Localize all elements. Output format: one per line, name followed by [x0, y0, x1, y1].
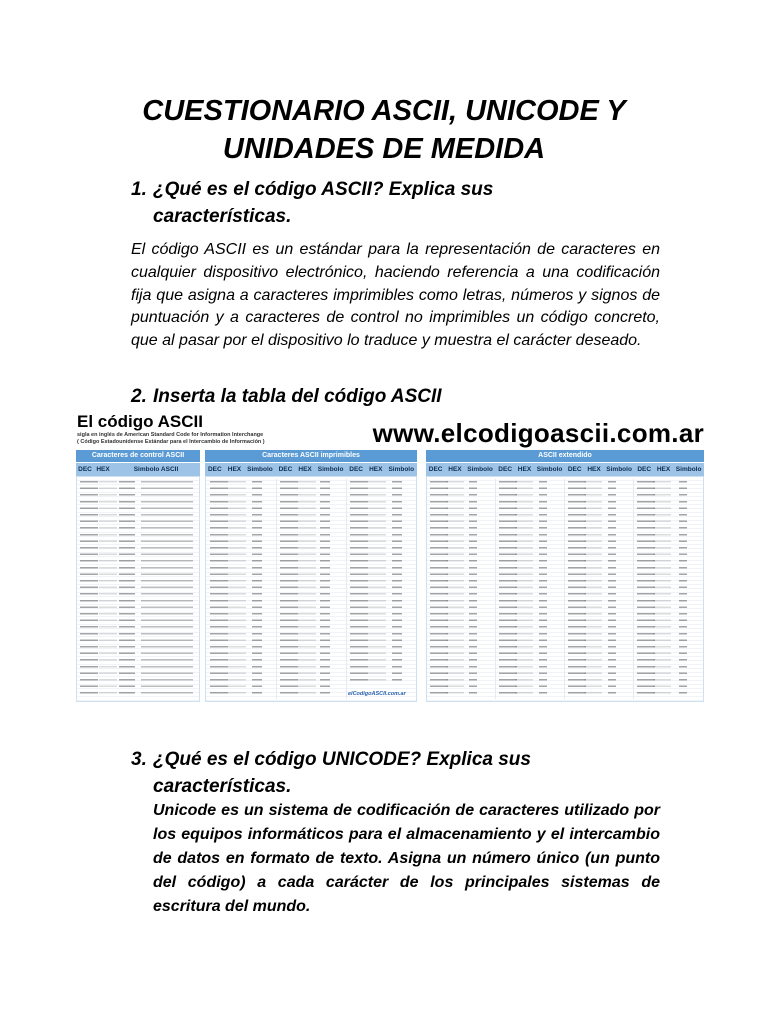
document-title: [100, 92, 668, 168]
column-header: DEC: [498, 466, 513, 473]
column-header: HEX: [369, 466, 383, 473]
column-header: Simbolo: [247, 466, 273, 473]
printable-table-header: Caracteres ASCII imprimibles: [205, 450, 417, 462]
column-header: HEX: [227, 466, 242, 473]
ascii-figure-subtitle-line-2: ( Código Estadounidense Estándar para el Intercambio de Información ): [77, 439, 265, 445]
column-header: Simbolo: [536, 466, 563, 473]
printable-table-body: [205, 476, 417, 702]
extended-ascii-table: [426, 450, 704, 702]
title-line-2: UNIDADES DE MEDIDA: [222, 133, 546, 165]
column-header: DEC: [349, 466, 363, 473]
question-3-number: 3.: [131, 749, 147, 770]
column-header: DEC: [567, 466, 582, 473]
column-header: DEC: [78, 466, 92, 473]
question-1-number: 1.: [131, 179, 147, 200]
column-header: HEX: [448, 466, 462, 473]
question-1-answer: El código ASCII es un estándar para la representación de caracteres en cualquier dispositivo electrónico, haciendo referencia a una codificación fija que asigna a caracteres imprimibles como letras, números y signos de puntuación y a caracteres de control no imprimibles un código concreto, que al pasar por el dispositivo lo traduce y muestra el carácter deseado.: [131, 241, 660, 350]
question-1-heading: [131, 176, 493, 230]
column-header: Simbolo ASCII: [133, 466, 179, 473]
ascii-figure-subtitle-line-1: sigla en inglés de American Standard Code for Information Interchange: [77, 432, 264, 438]
column-header: HEX: [587, 466, 601, 473]
extended-table-columns: [426, 462, 704, 476]
question-1-line-2: características.: [153, 206, 292, 227]
ascii-figure-title: El código ASCII: [77, 412, 203, 431]
column-header: HEX: [298, 466, 312, 473]
column-header: HEX: [656, 466, 671, 473]
control-table-body: [76, 476, 200, 702]
question-3-heading: [131, 746, 531, 800]
column-header: Simbolo: [606, 466, 632, 473]
column-header: Simbolo: [388, 466, 415, 473]
extended-table-body: [426, 476, 704, 702]
question-2-number: 2.: [131, 386, 147, 407]
column-header: DEC: [428, 466, 443, 473]
question-2-text: Inserta la tabla del código ASCII: [153, 386, 442, 407]
control-table-header: Caracteres de control ASCII: [76, 450, 200, 462]
ascii-figure-url: www.elcodigoascii.com.ar: [372, 418, 704, 448]
printable-table-columns: [205, 462, 417, 476]
column-header: Simbolo: [675, 466, 702, 473]
column-header: HEX: [517, 466, 532, 473]
question-3-line-2: características.: [153, 776, 292, 797]
question-3-line-1: ¿Qué es el código UNICODE? Explica sus: [153, 749, 531, 770]
control-characters-table: [76, 450, 200, 702]
ascii-table-image: [72, 410, 706, 702]
control-table-columns: [76, 462, 200, 476]
printable-characters-table: [205, 450, 417, 702]
question-3-answer: Unicode es un sistema de codificación de caracteres utilizado por los equipos informáticos para el almacenamiento y el intercambio de datos en formato de texto. Asigna un número único (un punto del código) a cada carácter de los principales sistemas de escritura del mundo.: [153, 802, 660, 915]
ascii-brand-footer: elCodigoASCII.com.ar: [348, 691, 406, 697]
column-header: DEC: [278, 466, 293, 473]
title-line-1: CUESTIONARIO ASCII, UNICODE Y: [142, 95, 626, 127]
column-header: DEC: [637, 466, 652, 473]
column-header: HEX: [96, 466, 110, 473]
column-header: Simbolo: [467, 466, 493, 473]
extended-table-header: ASCII extendido: [426, 450, 704, 462]
column-header: Simbolo: [317, 466, 344, 473]
question-1-line-1: ¿Qué es el código ASCII? Explica sus: [153, 179, 494, 200]
ascii-figure-subtitle: [77, 432, 265, 446]
question-2-heading: [131, 383, 442, 410]
column-header: DEC: [207, 466, 222, 473]
